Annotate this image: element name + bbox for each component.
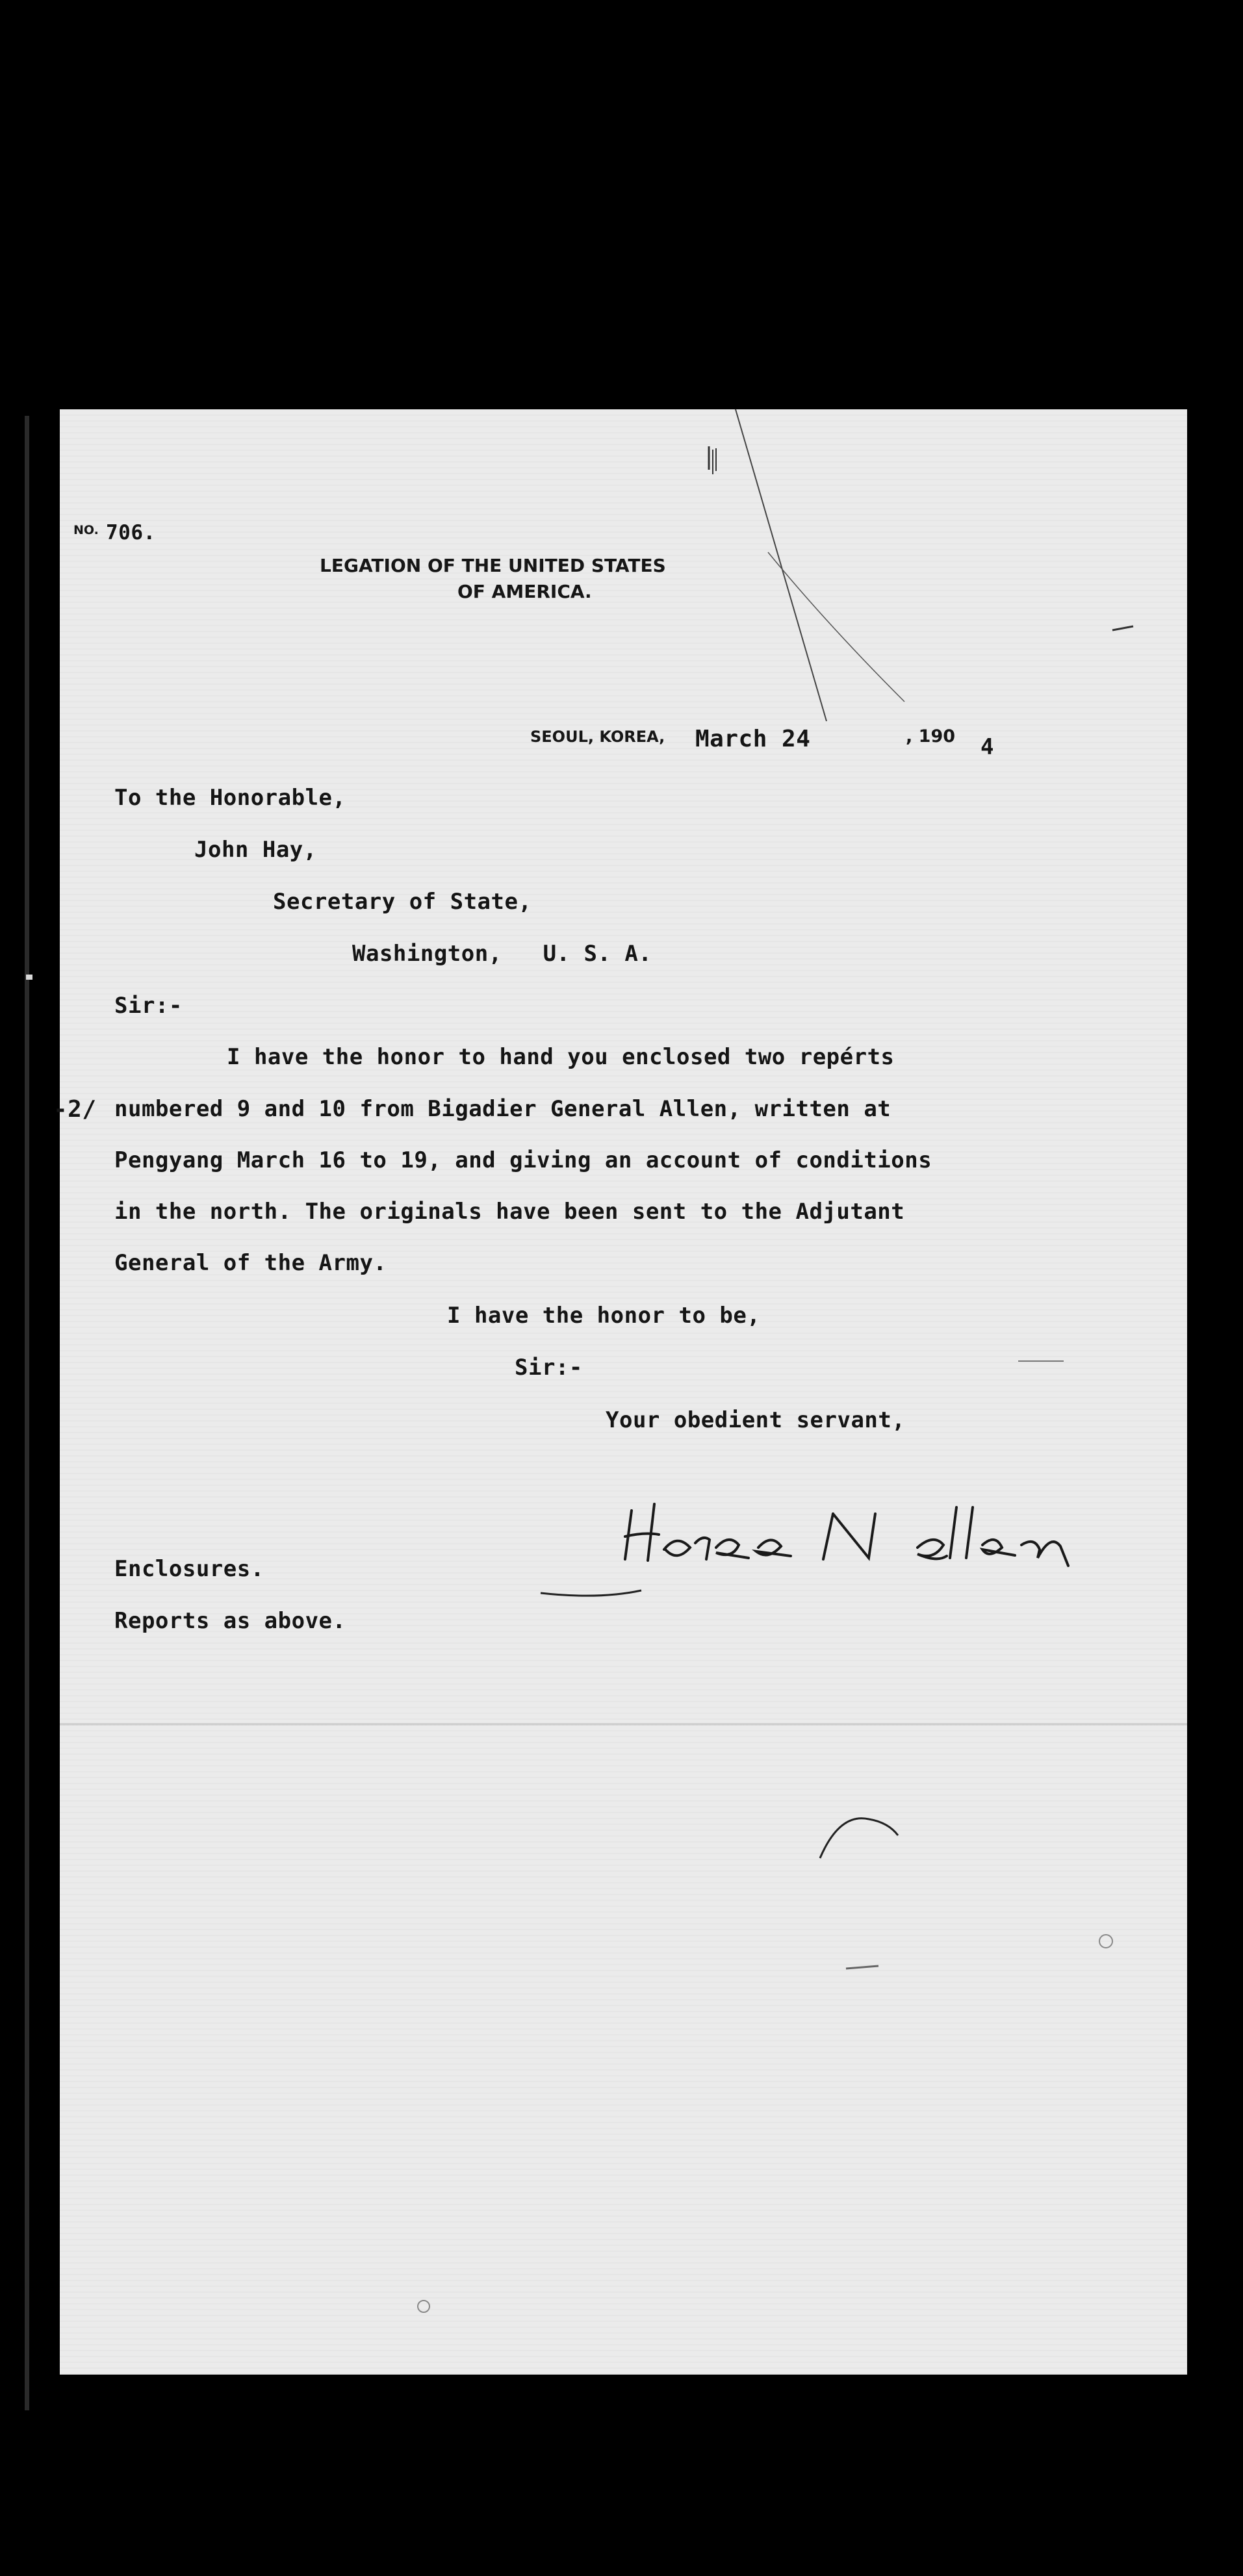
body-line-5: General of the Army. — [114, 1250, 387, 1276]
address-line-1: To the Honorable, — [114, 785, 346, 811]
salutation: Sir:- — [114, 993, 183, 1019]
handwritten-signature — [619, 1488, 1112, 1579]
year-digit: 4 — [980, 734, 994, 760]
enclosures-heading: Enclosures. — [114, 1556, 264, 1582]
closing-line-3: Your obedient servant, — [606, 1407, 906, 1433]
year-prefix: , 190 — [906, 726, 956, 746]
body-line-4: in the north. The originals have been sent to the Adjutant — [114, 1199, 905, 1225]
address-line-2: John Hay, — [194, 837, 317, 863]
body-line-3: Pengyang March 16 to 19, and giving an account of conditions — [114, 1147, 932, 1173]
margin-annotation: -2/ — [53, 1096, 97, 1123]
place-line: SEOUL, KOREA, — [530, 728, 665, 746]
film-edge-tick — [26, 975, 32, 980]
address-line-4: Washington, U. S. A. — [352, 941, 652, 967]
letter-page — [53, 409, 1187, 2375]
closing-line-1: I have the honor to be, — [447, 1303, 761, 1329]
document-number: 706. — [106, 521, 156, 544]
letter-date: March 24 — [695, 726, 811, 752]
enclosures-item: Reports as above. — [114, 1608, 346, 1634]
body-line-1: I have the honor to hand you enclosed two repérts — [227, 1044, 895, 1070]
legation-heading-line2: OF AMERICA. — [457, 581, 592, 602]
address-line-3: Secretary of State, — [273, 889, 532, 915]
pen-marks — [60, 409, 1187, 2375]
document-number-prefix: NO. — [73, 523, 99, 537]
legation-heading-line1: LEGATION OF THE UNITED STATES — [320, 555, 666, 576]
film-edge-mark — [25, 416, 29, 2410]
closing-line-2: Sir:- — [515, 1355, 583, 1381]
body-line-2: numbered 9 and 10 from Bigadier General Allen, written at — [114, 1096, 891, 1122]
